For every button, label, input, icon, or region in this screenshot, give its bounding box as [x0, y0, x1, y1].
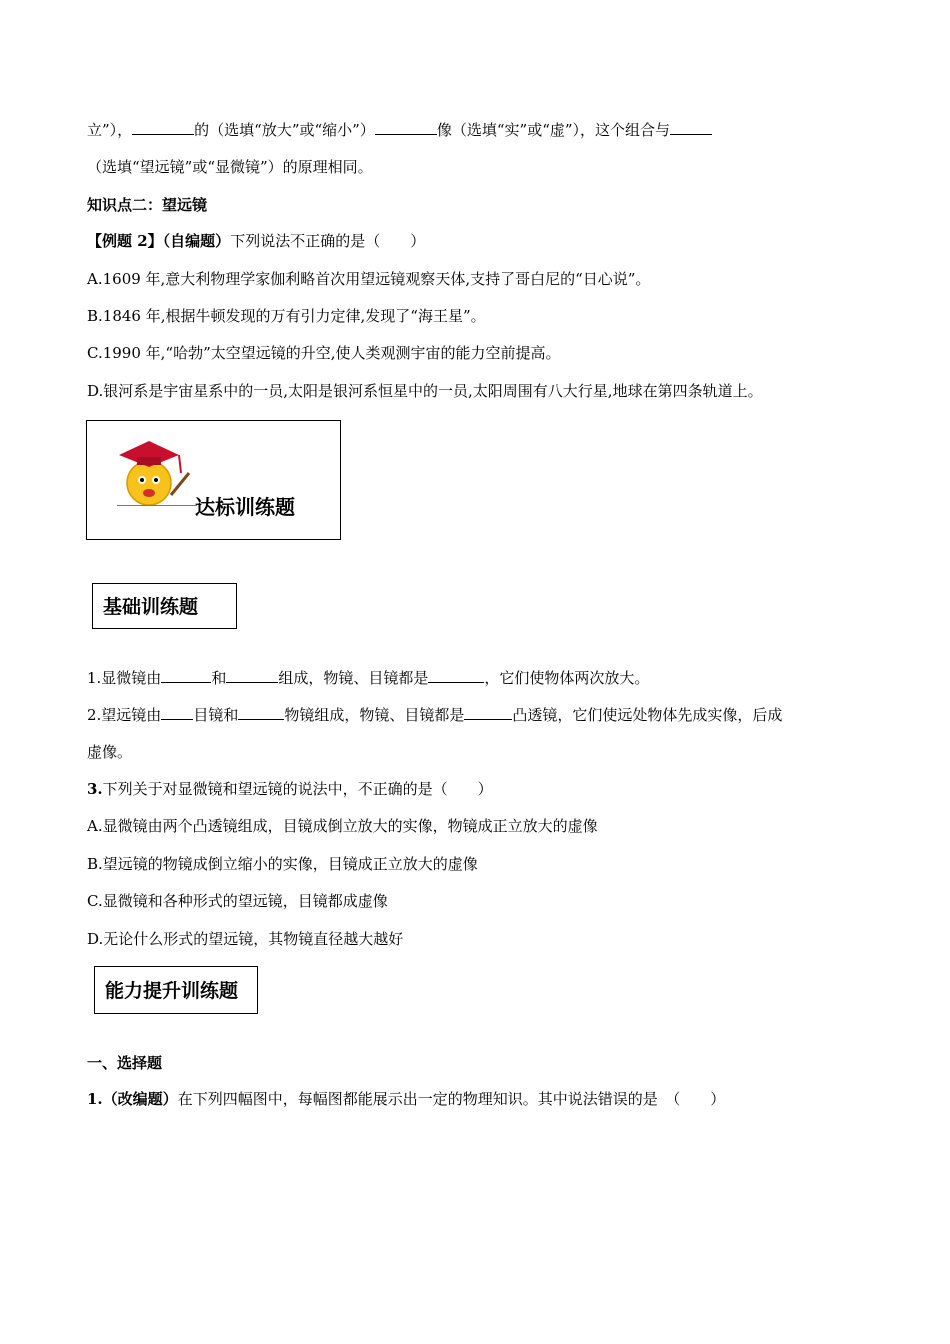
training-banner	[86, 420, 341, 540]
question-continuation-2: （选填“望远镜”或“显微镜”）的原理相同。	[87, 158, 373, 176]
knowledge-point-title: 知识点二：望远镜	[87, 196, 208, 214]
q3-option-d: D.无论什么形式的望远镜，其物镜直径越大越好	[87, 930, 404, 948]
answer-blank[interactable]	[670, 118, 712, 135]
graduate-smiley-icon	[109, 433, 199, 513]
q3-option-a: A.显微镜由两个凸透镜组成，目镜成倒立放大的实像，物镜成正立放大的虚像	[87, 817, 598, 835]
q3-option-c: C.显微镜和各种形式的望远镜，目镜都成虚像	[87, 892, 388, 910]
question-2: 2.望远镜由 目镜和 物镜组成，物镜、目镜都是 凸透镜，它们使远处物体先成实像，后成	[87, 703, 782, 726]
answer-blank[interactable]	[464, 703, 512, 720]
example-question: 【例题 2】（自编题）下列说法不正确的是（ ）	[87, 232, 426, 250]
banner-title: 达标训练题	[195, 495, 295, 519]
question-1: 1.显微镜由 和 组成，物镜、目镜都是 ，它们使物体两次放大。	[87, 666, 649, 689]
option-c: C.1990 年,“哈勃”太空望远镜的升空,使人类观测宇宙的能力空前提高。	[87, 344, 561, 362]
answer-blank[interactable]	[428, 666, 484, 683]
banner-underline	[117, 505, 197, 506]
answer-blank[interactable]	[226, 666, 278, 683]
advanced-training-box	[94, 966, 258, 1014]
q3-option-b: B.望远镜的物镜成倒立缩小的实像，目镜成正立放大的虚像	[87, 855, 478, 873]
answer-blank[interactable]	[161, 703, 193, 720]
question-2-cont: 虚像。	[87, 743, 133, 761]
answer-blank[interactable]	[238, 703, 284, 720]
basic-training-title: 基础训练题	[103, 596, 199, 618]
section-title: 一、选择题	[87, 1054, 163, 1072]
option-d: D.银河系是宇宙星系中的一员,太阳是银河系恒星中的一员,太阳周围有八大行星,地球在第四条轨道上。	[87, 382, 763, 400]
answer-blank[interactable]	[161, 666, 211, 683]
answer-blank[interactable]	[375, 118, 437, 135]
option-a: A.1609 年,意大利物理学家伽利略首次用望远镜观察天体,支持了哥白尼的“日心说”。	[87, 270, 651, 288]
question-3: 3.下列关于对显微镜和望远镜的说法中，不正确的是（ ）	[87, 780, 493, 798]
option-b: B.1846 年,根据牛顿发现的万有引力定律,发现了“海王星”。	[87, 307, 486, 325]
answer-blank[interactable]	[132, 118, 194, 135]
advanced-training-title: 能力提升训练题	[105, 980, 239, 1002]
basic-training-box	[92, 583, 237, 629]
mc-question-1: 1.（改编题）在下列四幅图中，每幅图都能展示出一定的物理知识。其中说法错误的是 （ ）	[87, 1090, 726, 1108]
question-continuation: 立”）， 的（选填“放大”或“缩小”） 像（选填“实”或“虚”），这个组合与	[87, 118, 712, 141]
